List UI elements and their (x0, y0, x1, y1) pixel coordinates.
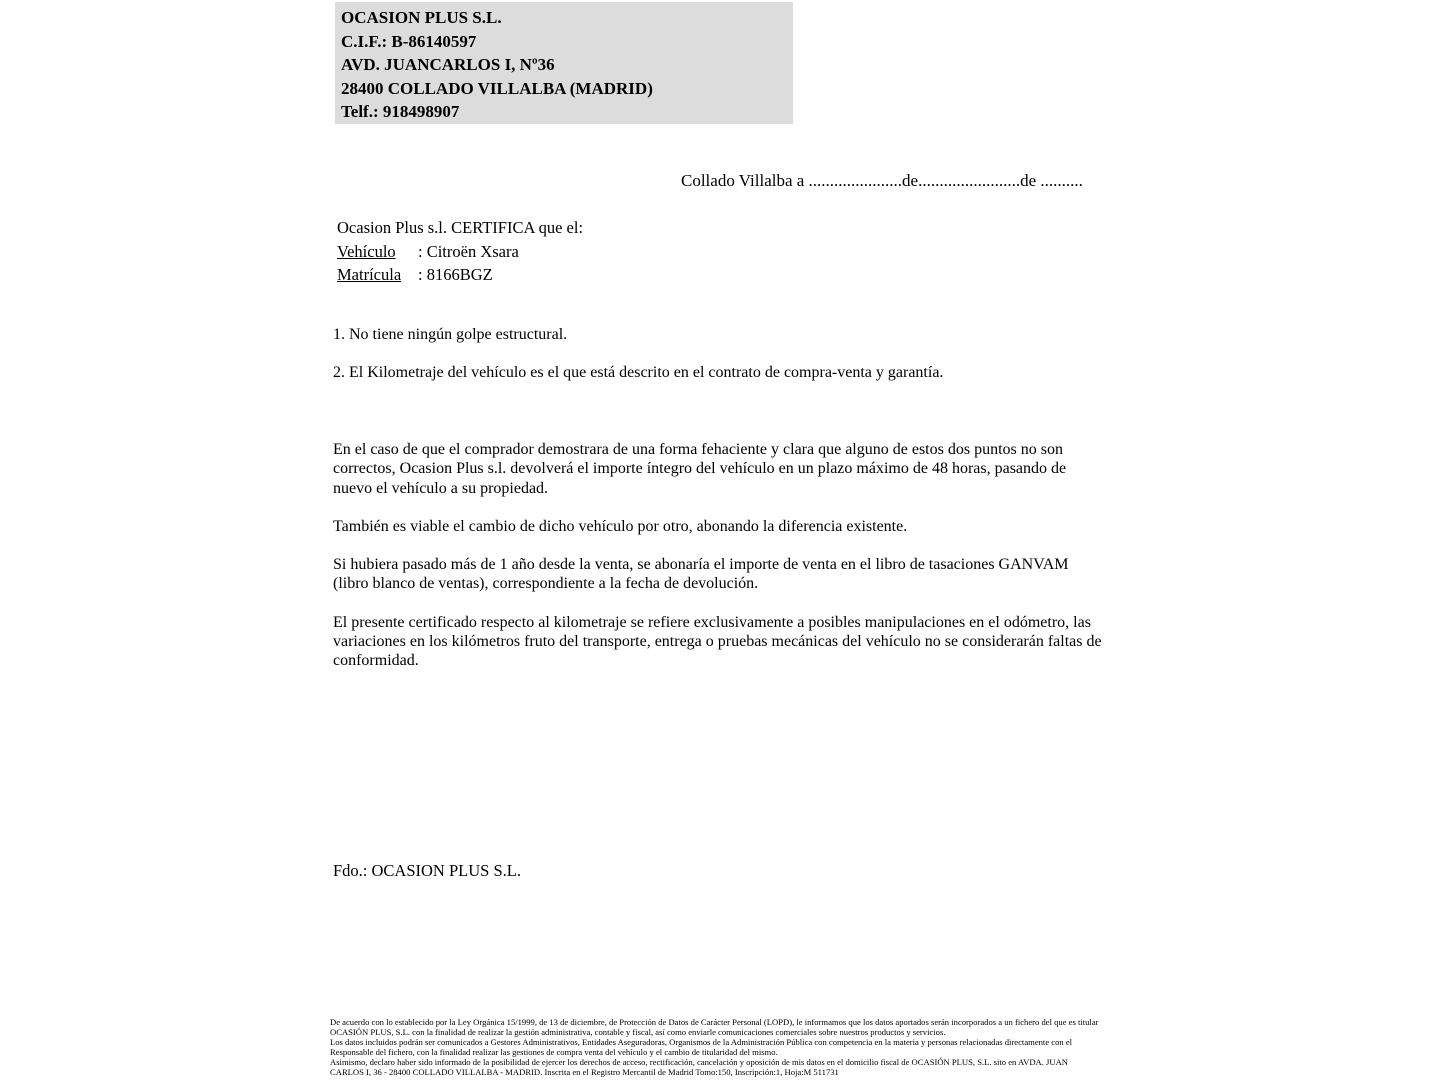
plate-field-label: Matrícula (337, 265, 402, 284)
plate-field-value: : 8166BGZ (418, 265, 493, 284)
signature-line: Fdo.: OCASION PLUS S.L. (333, 861, 521, 880)
condition-point-2: 2. El Kilometraje del vehículo es el que está descrito en el contrato de compra-venta y garantía. (333, 364, 944, 381)
date-fill-in-line: Collado Villalba a ......................de........................de .......... (681, 171, 1083, 190)
condition-point-1: 1. No tiene ningún golpe estructural. (333, 326, 568, 343)
footer-line: OCASIÓN PLUS, S.L. con la finalidad de realizar la gestión administrativa, contable y fiscal, así como enviarle comunicaciones comerciales sobre nuestros productos y servicios. (330, 1026, 946, 1037)
footer-line: Responsable del fichero, con la finalidad realizar las gestiones de compra venta del vehículo y el cambio de titularidad del mismo. (330, 1046, 778, 1057)
vehicle-field-value: : Citroën Xsara (418, 241, 519, 261)
footer-line: Asimismo, declaro haber sido informado de la posibilidad de ejercer los derechos de acceso, rectificación, cancelación y oposición de mis datos en el domicilio fiscal de OCASIÓN PLUS, S.L. sito en AVDA. JUAN (330, 1056, 1069, 1067)
condition-points (333, 325, 943, 401)
plate-field (337, 263, 583, 287)
plate-field-label-wrap (337, 263, 418, 287)
company-cif: C.I.F.: B-86140597 (341, 31, 477, 51)
footer-line: De acuerdo con lo establecido por la Ley Orgánica 15/1999, de 13 de diciembre, de Protección de Datos de Carácter Personal (LOPD), le informamos que los datos aportados serán incorporados a un fichero del que es titular (330, 1017, 1099, 1027)
company-city: 28400 COLLADO VILLALBA (MADRID) (341, 78, 653, 98)
certificate-intro: Ocasion Plus s.l. CERTIFICA que el: (337, 218, 584, 237)
company-address: AVD. JUANCARLOS I, Nº36 (341, 55, 555, 75)
body-paragraphs (333, 440, 1105, 690)
vehicle-field (337, 240, 583, 264)
legal-footer (330, 1018, 1099, 1077)
vehicle-field-label-wrap (337, 240, 418, 264)
vehicle-field-label: Vehículo (337, 241, 396, 261)
footer-line: Los datos incluidos podrán ser comunicados a Gestores Administrativos, Entidades Aseguradoras, Organismos de la Administración Pública con competencia en la materia y personas relacionadas directamente con el (330, 1036, 1073, 1047)
company-header-box (335, 2, 793, 124)
paragraph-odometer: El presente certificado respecto al kilometraje se refiere exclusivamente a posibles manipulaciones en el odómetro, las variaciones en los kilómetros fruto del transporte, entrega o pruebas mecánicas del vehículo no se considerarán faltas de conformidad. (333, 613, 1102, 670)
paragraph-refund: En el caso de que el comprador demostrara de una forma fehaciente y clara que alguno de estos dos puntos no son correctos, Ocasion Plus s.l. devolverá el importe íntegro del vehículo en un plazo máximo de 48 horas, pasando de nuevo el vehículo a su propiedad. (333, 441, 1067, 497)
footer-line: CARLOS I, 36 - 28400 COLLADO VILLALBA - MADRID. Inscrita en el Registro Mercantil de Madrid Tomo:150, Inscripción:1, Hoja:M 511731 (330, 1066, 839, 1077)
paragraph-exchange: También es viable el cambio de dicho vehículo por otro, abonando la diferencia existente. (333, 517, 908, 535)
company-name: OCASION PLUS S.L. (341, 8, 502, 27)
paragraph-ganvam: Si hubiera pasado más de 1 año desde la venta, se abonaría el importe de venta en el libro de tasaciones GANVAM (libro blanco de ventas), correspondiente a la fecha de devolución. (333, 556, 1069, 593)
company-phone: Telf.: 918498907 (341, 102, 460, 122)
certificate-declaration (337, 216, 583, 287)
